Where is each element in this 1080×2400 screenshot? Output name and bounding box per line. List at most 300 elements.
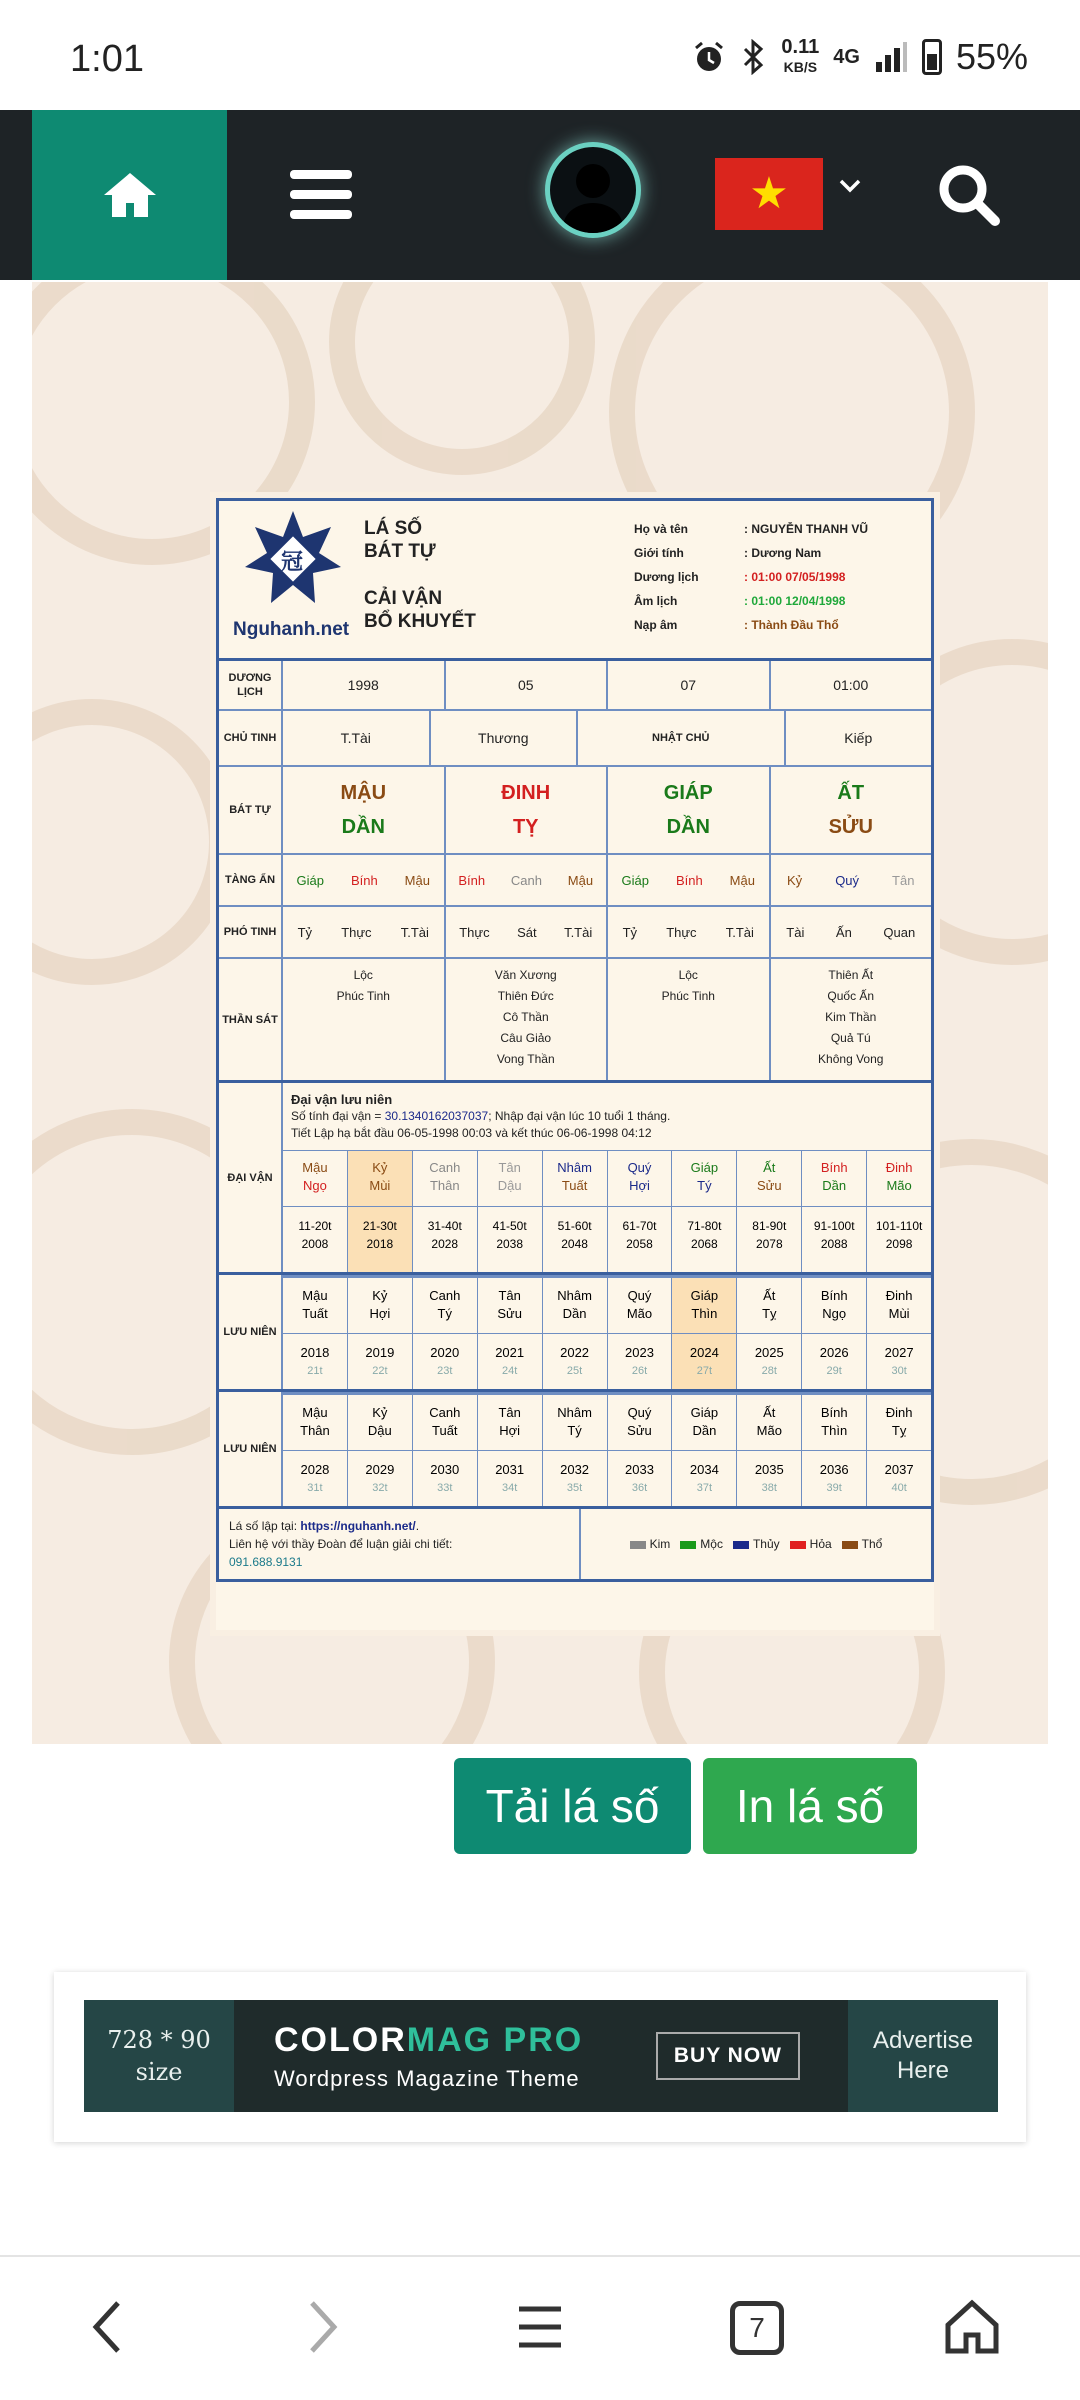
dai-van-age — [348, 1206, 413, 1272]
print-chart-button[interactable]: In lá số — [703, 1758, 917, 1854]
luu-nien-pillar — [867, 1394, 931, 1450]
info-key: Nạp âm — [634, 618, 678, 632]
branch: DẦN — [666, 816, 710, 838]
than-sat-item: Câu Giảo — [500, 1031, 552, 1045]
branch: Dậu — [497, 1178, 522, 1193]
year: 2034 — [689, 1462, 719, 1477]
age: 38t — [761, 1482, 777, 1494]
download-chart-button[interactable]: Tải lá số — [454, 1758, 691, 1854]
branch: Ngọ — [303, 1178, 327, 1193]
pho-tinh-cell — [771, 907, 932, 957]
pillar-cell: 05 — [446, 661, 609, 709]
secondary-stars — [771, 925, 932, 940]
ad-size-label: 728 * 90 size — [84, 2000, 234, 2112]
row-chu-tinh — [219, 711, 931, 767]
legend-item — [680, 1537, 723, 1551]
hidden-stems — [446, 873, 607, 888]
age-range: 101-110t — [875, 1219, 923, 1233]
stem: Nhâm — [557, 1288, 592, 1303]
title-bat-tu: BÁT TỰ — [364, 541, 436, 562]
phone-link[interactable]: 091.688.9131 — [229, 1555, 303, 1569]
year: 2026 — [819, 1345, 849, 1360]
tabs-count: 7 — [749, 2312, 765, 2343]
hidden-stem: Kỷ — [787, 872, 803, 888]
pillar-cell: 1998 — [283, 661, 446, 709]
net-speed: 0.11 KB/S — [781, 36, 820, 75]
row-label: BÁT TỰ — [219, 767, 283, 853]
branch: Sửu — [627, 1423, 652, 1438]
branch: Sửu — [497, 1306, 522, 1321]
flag-star-icon: ★ — [749, 169, 789, 218]
luu-nien-pillar — [672, 1277, 737, 1333]
hidden-stem: Canh — [510, 872, 542, 888]
user-silhouette-icon — [550, 147, 636, 233]
pillar-cell: NHẬT CHỦ — [578, 711, 786, 765]
tabs-button[interactable] — [730, 2301, 784, 2355]
than-sat-item: Kim Thần — [825, 1010, 877, 1024]
age: 28t — [761, 1365, 777, 1377]
info-row — [634, 589, 931, 613]
branch: Tuất — [432, 1423, 458, 1438]
dai-van-pillar — [737, 1150, 802, 1206]
dai-van-age — [608, 1206, 673, 1272]
legend-item — [842, 1537, 883, 1551]
year: 2035 — [754, 1462, 784, 1477]
info-value: : Dương Nam — [744, 546, 822, 560]
than-sat-item: Thiên Ất — [828, 968, 874, 982]
secondary-star: Tài — [786, 924, 805, 940]
stem: Đinh — [885, 1288, 913, 1303]
stem: Đinh — [885, 1405, 913, 1420]
status-bar — [0, 0, 1080, 110]
age: 30t — [891, 1365, 907, 1377]
stem: Mậu — [302, 1160, 328, 1175]
hidden-stem: Mậu — [729, 872, 755, 888]
age: 37t — [696, 1482, 713, 1494]
branch: Hợi — [629, 1178, 650, 1193]
info-value: : 01:00 07/05/1998 — [744, 570, 846, 584]
battery-level: 55% — [955, 36, 1028, 77]
hidden-stems — [771, 873, 932, 888]
age: 32t — [372, 1482, 388, 1494]
legend-label: Thủy — [752, 1537, 780, 1551]
branch: Thân — [300, 1423, 330, 1438]
than-sat-cell — [771, 959, 932, 1080]
secondary-stars — [446, 925, 607, 940]
luu-nien-year — [802, 1333, 867, 1389]
row-pho-tinh — [219, 907, 931, 959]
ad-banner[interactable] — [84, 2000, 998, 2112]
advertise-here-label[interactable]: Advertise Here — [848, 2000, 998, 2112]
start-year: 2018 — [366, 1237, 394, 1251]
age-range: 71-80t — [687, 1219, 722, 1233]
luu-nien-year — [867, 1333, 931, 1389]
row-luu-nien-2 — [219, 1392, 931, 1509]
chart-background-panel — [32, 282, 1048, 1744]
than-sat-cell — [608, 959, 771, 1080]
home-icon — [101, 170, 159, 220]
site-navbar — [0, 110, 1080, 280]
dai-van-pillar — [543, 1150, 608, 1206]
row-luu-nien-1 — [219, 1275, 931, 1392]
luu-nien-pillar — [348, 1394, 413, 1450]
stem: Mậu — [302, 1405, 328, 1420]
year: 2033 — [625, 1462, 654, 1477]
stem: Mậu — [302, 1288, 328, 1303]
battery-icon — [922, 39, 942, 75]
secondary-star: Sát — [517, 924, 537, 940]
site-logo[interactable] — [219, 501, 364, 658]
branch: SỬU — [828, 816, 873, 838]
row-bat-tu — [219, 767, 931, 855]
legend-item — [790, 1537, 832, 1551]
age: 25t — [566, 1365, 583, 1377]
than-sat-item: Phúc Tinh — [661, 989, 715, 1003]
age-range: 31-40t — [427, 1219, 462, 1233]
luu-nien-year — [543, 1450, 608, 1506]
dai-van-age — [543, 1206, 608, 1272]
year: 2024 — [689, 1345, 719, 1360]
luu-nien-year — [413, 1450, 478, 1506]
stem: Ất — [763, 1405, 776, 1420]
back-icon[interactable] — [88, 2297, 128, 2357]
than-sat-item: Phúc Tinh — [336, 989, 390, 1003]
bat-tu-pillar — [771, 767, 932, 853]
dai-van-pillar — [672, 1150, 737, 1206]
dai-van-pillar — [283, 1150, 348, 1206]
than-sat-item: Văn Xương — [494, 968, 557, 982]
pillar-cell: T.Tài — [283, 711, 431, 765]
stem: Nhâm — [557, 1405, 592, 1420]
start-year: 2088 — [820, 1237, 848, 1251]
stem: Tân — [498, 1288, 521, 1303]
row-than-sat — [219, 959, 931, 1083]
age-range: 41-50t — [492, 1219, 527, 1233]
branch: Ngọ — [822, 1306, 847, 1321]
branch: Dậu — [367, 1423, 392, 1438]
start-year: 2028 — [431, 1237, 459, 1251]
dai-van-age — [478, 1206, 543, 1272]
language-flag[interactable] — [715, 158, 823, 230]
branch: Tuất — [561, 1178, 588, 1193]
age: 27t — [696, 1365, 713, 1377]
branch: Tý — [567, 1423, 582, 1438]
stem: Tân — [498, 1160, 521, 1175]
age: 21t — [307, 1365, 323, 1377]
info-key: Giới tính — [634, 546, 684, 560]
age: 22t — [372, 1365, 388, 1377]
age: 23t — [437, 1365, 453, 1377]
branch: Mùi — [888, 1306, 910, 1321]
age: 29t — [826, 1365, 842, 1377]
dai-van-age — [283, 1206, 348, 1272]
age: 35t — [566, 1482, 583, 1494]
luu-nien-year — [348, 1450, 413, 1506]
year: 2032 — [560, 1462, 590, 1477]
stem: Giáp — [690, 1405, 719, 1420]
age-range: 91-100t — [813, 1219, 855, 1233]
dai-van-age — [672, 1206, 737, 1272]
than-sat-list — [818, 965, 883, 1070]
dai-van-pillar — [867, 1150, 931, 1206]
branch: Sửu — [756, 1178, 782, 1193]
age: 31t — [307, 1482, 323, 1494]
luu-nien-year — [478, 1333, 543, 1389]
branch: Hợi — [369, 1306, 391, 1321]
pillar-cell: Thương — [431, 711, 579, 765]
row-label: LƯU NIÊN — [219, 1275, 283, 1389]
age-range: 21-30t — [362, 1219, 397, 1233]
than-sat-item: Không Vong — [818, 1052, 884, 1066]
branch: Mão — [626, 1306, 653, 1321]
stem: MẬU — [340, 782, 387, 804]
buy-now-button[interactable]: BUY NOW — [656, 2032, 800, 2080]
info-value: : Thành Đầu Thổ — [744, 618, 839, 632]
year: 2037 — [884, 1462, 914, 1477]
search-icon[interactable] — [936, 162, 1002, 228]
home-button[interactable] — [32, 110, 227, 280]
stem: Quý — [627, 1288, 652, 1303]
stem: Giáp — [690, 1160, 719, 1175]
home-outline-icon[interactable] — [942, 2297, 1002, 2357]
hidden-stem: Mậu — [567, 872, 594, 888]
dai-van-pillar — [802, 1150, 867, 1206]
hidden-stem: Bính — [350, 872, 378, 888]
branch: Dần — [692, 1423, 717, 1438]
branch: Dần — [822, 1178, 847, 1193]
signal-icon — [874, 40, 908, 74]
luu-nien-pillar — [802, 1394, 867, 1450]
status-time: 1:01 — [70, 38, 144, 80]
branch: TỴ — [512, 816, 539, 838]
age: 34t — [502, 1482, 518, 1494]
branch: Thìn — [691, 1306, 718, 1321]
than-sat-cell — [446, 959, 609, 1080]
age: 33t — [437, 1482, 453, 1494]
personal-info — [634, 501, 931, 658]
stem: Ất — [763, 1288, 776, 1303]
title-bo-khuyet: BỔ KHUYẾT — [364, 611, 476, 632]
start-year: 2078 — [755, 1237, 783, 1251]
secondary-star: Tỷ — [622, 924, 638, 940]
legend-item — [733, 1537, 780, 1551]
luu-nien-pillar — [543, 1394, 608, 1450]
branch: Hợi — [499, 1423, 521, 1438]
avatar[interactable] — [545, 142, 641, 238]
pillar-cell: 07 — [608, 661, 771, 709]
ad-brand: COLORMAG PRO — [274, 2020, 584, 2059]
dai-van-age — [867, 1206, 931, 1272]
stem: GIÁP — [663, 782, 713, 804]
bat-tu-pillar — [446, 767, 609, 853]
secondary-star: Quan — [883, 924, 916, 940]
hidden-stem: Bính — [458, 872, 486, 888]
age: 39t — [826, 1482, 842, 1494]
start-year: 2008 — [301, 1237, 329, 1251]
hidden-stems — [283, 873, 444, 888]
secondary-stars — [283, 925, 444, 940]
secondary-star: Thực — [459, 924, 490, 940]
chart-footer: Lá số lập tại: https://nguhanh.net/. Liên hệ với thầy Đoàn để luận giải chi tiết: 091.688.9131 Kim Mộc Thủy Hỏa Thổ — [219, 1509, 931, 1579]
pillar-cell: 01:00 — [833, 677, 869, 693]
info-value: : 01:00 12/04/1998 — [744, 594, 846, 608]
legend-label: Thổ — [861, 1537, 883, 1551]
stem: ĐINH — [501, 782, 551, 804]
row-label: THẦN SÁT — [219, 959, 283, 1080]
forward-icon[interactable] — [302, 2297, 342, 2357]
luu-nien-pillar — [608, 1277, 673, 1333]
branch: Tý — [697, 1178, 712, 1193]
tang-an-cell — [446, 855, 609, 905]
info-key: Họ và tên — [634, 522, 689, 536]
luu-nien-year — [867, 1450, 931, 1506]
bluetooth-icon — [741, 39, 767, 75]
luu-nien-pillar — [478, 1277, 543, 1333]
info-key: Dương lịch — [634, 570, 699, 584]
site-link[interactable]: https://nguhanh.net/ — [300, 1519, 416, 1533]
info-row — [634, 517, 931, 541]
stem: Canh — [429, 1288, 461, 1303]
info-value: : NGUYỄN THANH VŨ — [744, 522, 869, 536]
than-sat-cell — [283, 959, 446, 1080]
info-row — [634, 613, 931, 637]
dai-van-age — [413, 1206, 478, 1272]
bazi-chart-table — [216, 498, 934, 1582]
hidden-stem: Mậu — [404, 872, 430, 888]
age: 24t — [502, 1365, 518, 1377]
hidden-stem: Giáp — [621, 872, 649, 888]
dai-van-pillar — [478, 1150, 543, 1206]
title-cai-van: CẢI VẬN — [364, 588, 443, 609]
luu-nien-pillar — [737, 1277, 802, 1333]
branch: Tý — [437, 1306, 452, 1321]
than-sat-list — [495, 965, 557, 1070]
site-name: Nguhanh.net — [233, 619, 350, 640]
luu-nien-pillar — [867, 1277, 931, 1333]
luu-nien-year — [543, 1333, 608, 1389]
year: 2031 — [495, 1462, 525, 1477]
menu-lines-icon[interactable] — [515, 2297, 565, 2357]
year: 2021 — [495, 1345, 525, 1360]
luu-nien-year — [413, 1333, 478, 1389]
legend-label: Hỏa — [809, 1537, 832, 1551]
age: 40t — [891, 1482, 907, 1494]
row-label: CHỦ TINH — [219, 711, 283, 765]
start-year: 2048 — [561, 1237, 588, 1251]
luu-nien-year — [672, 1333, 737, 1389]
row-label: LƯU NIÊN — [219, 1392, 283, 1506]
luu-nien-pillar — [672, 1394, 737, 1450]
branch: Tuất — [302, 1306, 328, 1321]
legend-swatch — [630, 1541, 646, 1549]
pho-tinh-cell — [608, 907, 771, 957]
stem: Đinh — [885, 1160, 913, 1175]
than-sat-item: Lộc — [353, 968, 373, 982]
year: 2020 — [430, 1345, 460, 1360]
luu-nien-year — [737, 1333, 802, 1389]
stem: Bính — [820, 1288, 848, 1303]
age-range: 11-20t — [298, 1219, 332, 1233]
luu-nien-pillar — [543, 1277, 608, 1333]
start-year: 2038 — [496, 1237, 524, 1251]
info-row — [634, 565, 931, 589]
age-range: 51-60t — [557, 1219, 592, 1233]
age: 36t — [631, 1482, 648, 1494]
luu-nien-year — [283, 1333, 348, 1389]
dai-van-age — [737, 1206, 802, 1272]
stem: Canh — [429, 1160, 461, 1175]
browser-bottom-bar — [0, 2255, 1080, 2400]
legend-swatch — [790, 1541, 806, 1549]
row-label: DƯƠNG LỊCH — [219, 661, 283, 709]
year: 2025 — [754, 1345, 784, 1360]
luu-nien-pillar — [413, 1277, 478, 1333]
branch: Tỵ — [762, 1306, 777, 1321]
stem: Ất — [763, 1160, 776, 1175]
year: 2036 — [819, 1462, 849, 1477]
branch: Dần — [562, 1306, 587, 1321]
stem: Tân — [498, 1405, 521, 1420]
start-year: 2058 — [626, 1237, 653, 1251]
element-legend — [581, 1509, 931, 1579]
dai-van-age — [802, 1206, 867, 1272]
hidden-stem: Bính — [675, 872, 703, 888]
age-range: 81-90t — [752, 1219, 787, 1233]
luu-nien-pillar — [478, 1394, 543, 1450]
secondary-star: T.Tài — [400, 924, 429, 940]
pho-tinh-cell — [283, 907, 446, 957]
luu-nien-pillar — [413, 1394, 478, 1450]
tang-an-cell — [283, 855, 446, 905]
than-sat-list — [662, 965, 715, 1007]
stem: Quý — [627, 1160, 652, 1175]
stem: Kỷ — [372, 1405, 388, 1420]
secondary-star: T.Tài — [564, 924, 593, 940]
chart-titles — [364, 501, 634, 658]
than-sat-item: Thiên Đức — [497, 989, 554, 1003]
luu-nien-year — [478, 1450, 543, 1506]
branch: Thân — [429, 1178, 460, 1193]
stem: Quý — [627, 1405, 652, 1420]
luu-nien-pillar — [283, 1394, 348, 1450]
ad-tagline: Wordpress Magazine Theme — [274, 2065, 580, 2091]
dai-van-pillar — [348, 1150, 413, 1206]
stem: Bính — [820, 1160, 848, 1175]
legend-swatch — [733, 1541, 749, 1549]
branch: Mão — [756, 1423, 782, 1438]
luu-nien-year — [283, 1450, 348, 1506]
luu-nien-year — [608, 1450, 673, 1506]
ad-container — [54, 1972, 1026, 2142]
chevron-down-icon[interactable] — [838, 176, 862, 196]
menu-button[interactable] — [290, 170, 352, 220]
bat-tu-pillar — [608, 767, 771, 853]
tang-an-cell — [771, 855, 932, 905]
secondary-stars — [608, 925, 769, 940]
network-type: 4G — [833, 45, 860, 68]
luu-nien-year — [802, 1450, 867, 1506]
year: 2029 — [365, 1462, 395, 1477]
tang-an-cell — [608, 855, 771, 905]
stem: Kỷ — [372, 1288, 388, 1303]
title-la-so: LÁ SỐ — [364, 518, 423, 539]
luu-nien-pillar — [737, 1394, 802, 1450]
luu-nien-year — [672, 1450, 737, 1506]
stem: Kỷ — [372, 1160, 388, 1175]
logo-char: 冠 — [281, 549, 304, 574]
branch: Thìn — [821, 1423, 848, 1438]
branch: Mão — [886, 1178, 912, 1193]
